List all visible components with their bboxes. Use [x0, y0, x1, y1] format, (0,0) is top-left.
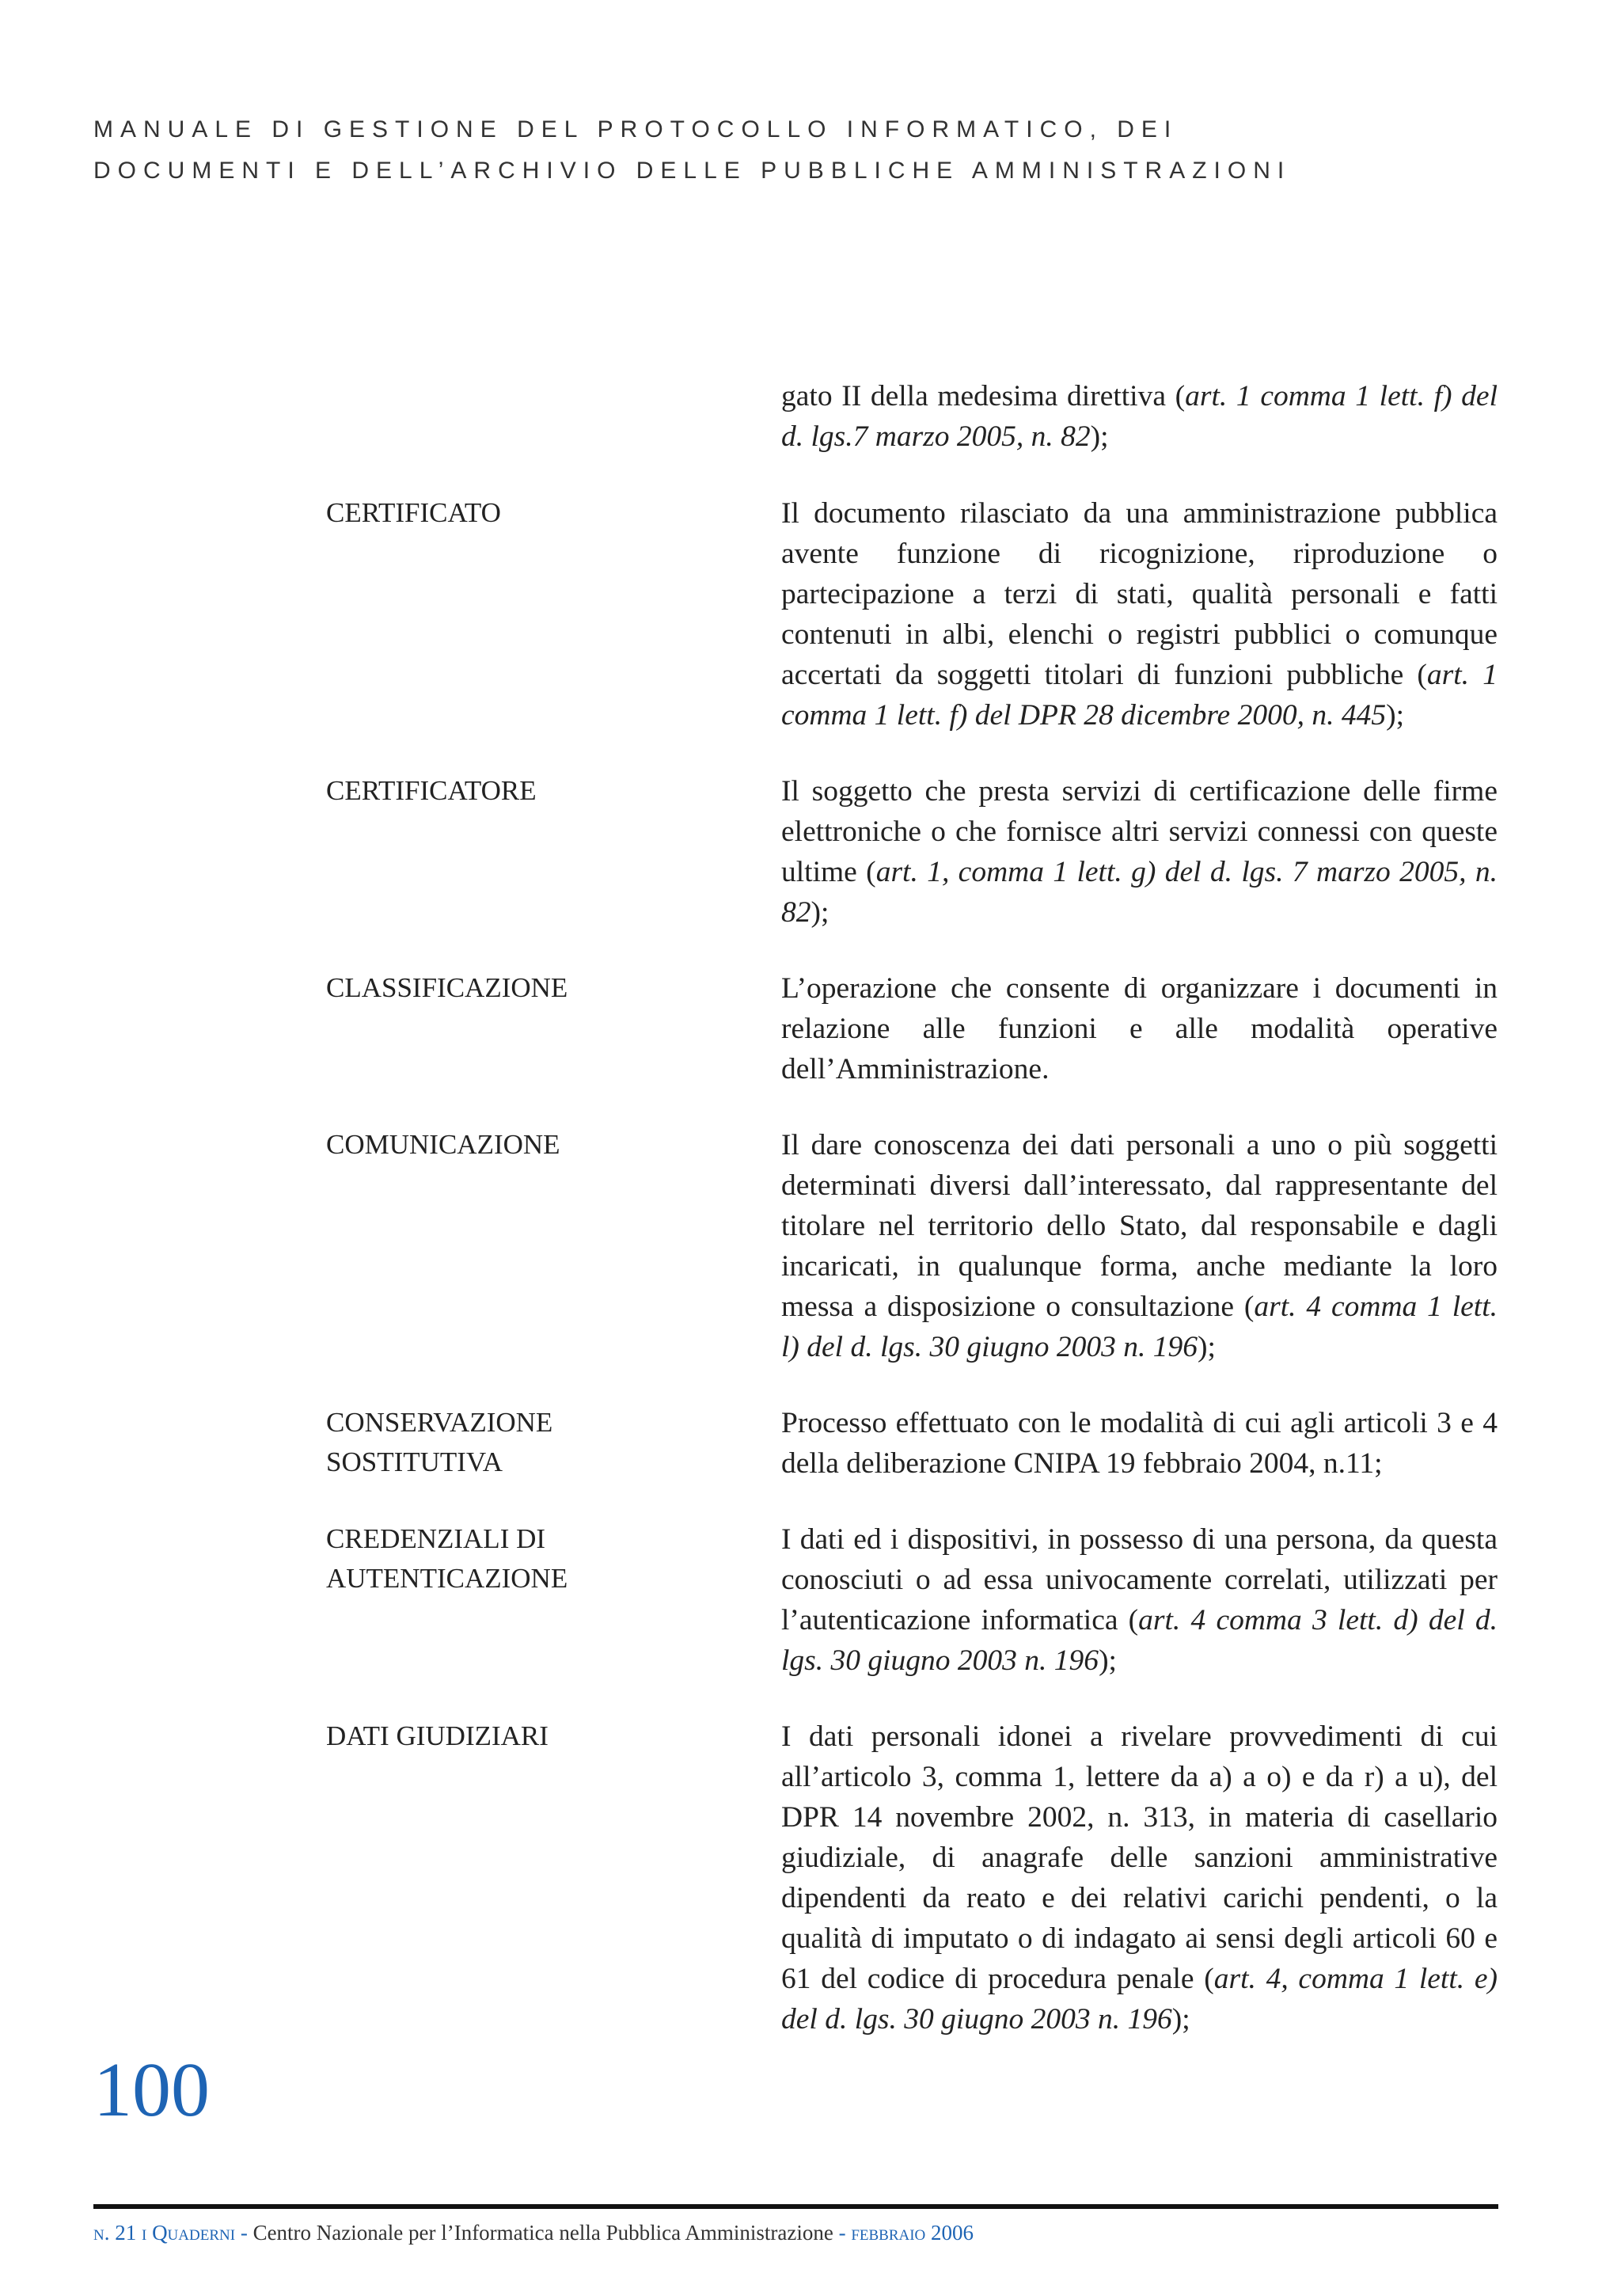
footer-separator: i — [141, 2221, 147, 2245]
glossary-entry — [326, 376, 1498, 457]
glossary-term: CONSERVAZIONE SOSTITUTIVA — [326, 1407, 553, 1477]
footer-publisher: Centro Nazionale per l’Informatica nella Pubblica Amministrazione — [252, 2221, 833, 2245]
glossary-entry — [326, 771, 1498, 933]
glossary-definition — [781, 1403, 1498, 1484]
definition-citation: art. 1 comma 1 lett. f) del DPR 28 dicembre 2000, n. 445 — [781, 659, 1498, 732]
definition-citation: art. 1 comma 1 lett. f) del d. lgs.7 marzo 2005, n. 82 — [781, 380, 1498, 453]
glossary-definition — [781, 376, 1498, 457]
footer-series: Quaderni — [152, 2221, 236, 2245]
definition-text: I dati ed i dispositivi, in possesso di una persona, da questa conosciuti o ad essa univocamente correlati, utilizzati per l’autenticazione informatica ( — [781, 1523, 1498, 1636]
glossary-term: COMUNICAZIONE — [326, 1129, 560, 1160]
running-header-line-2: DOCUMENTI E DELL’ARCHIVIO DELLE PUBBLICHE AMMINISTRAZIONI — [93, 158, 1292, 184]
glossary-definition — [781, 1716, 1498, 2039]
glossary-definition — [781, 771, 1498, 933]
definition-citation: art. 4, comma 1 lett. e) del d. lgs. 30 giugno 2003 n. 196 — [781, 1963, 1498, 2036]
footer-dash-2: - — [833, 2221, 852, 2245]
glossary-entries — [326, 376, 1498, 2075]
footer — [93, 2217, 1518, 2248]
glossary-entry — [326, 493, 1498, 736]
glossary-term: CERTIFICATO — [326, 497, 501, 528]
glossary-term: CERTIFICATORE — [326, 775, 537, 806]
running-header-line-1: MANUALE DI GESTIONE DEL PROTOCOLLO INFORMATICO, DEI — [93, 116, 1179, 143]
glossary-term: DATI GIUDIZIARI — [326, 1720, 549, 1751]
footer-dash-1: - — [235, 2221, 253, 2245]
glossary-term — [326, 376, 781, 457]
definition-text: Il dare conoscenza dei dati personali a uno o più soggetti determinati diversi dall’interessato, dal rappresentante del titolare nel territorio dello Stato, dal responsabile e dagli incaricati, in qualunque forma, anche mediante la loro messa a disposizione o consultazione ( — [781, 1129, 1498, 1323]
footer-rule — [93, 2204, 1498, 2209]
definition-text: ); — [1386, 699, 1405, 732]
definition-text: Processo effettuato con le modalità di cui agli articoli 3 e 4 della deliberazione CNIPA 19 febbraio 2004, n.11; — [781, 1407, 1498, 1480]
glossary-definition — [781, 1519, 1498, 1681]
glossary-definition — [781, 968, 1498, 1089]
definition-text: Il documento rilasciato da una amministrazione pubblica avente funzione di ricognizione, riproduzione o partecipazione a terzi di stati, qualità personali e fatti contenuti in albi, elenchi o registri pubblici o comunque accertati da soggetti titolari di funzioni pubbliche ( — [781, 497, 1498, 691]
glossary-entry — [326, 1716, 1498, 2039]
glossary-entry — [326, 968, 1498, 1089]
definition-citation: art. 1, comma 1 lett. g) del d. lgs. 7 marzo 2005, n. 82 — [781, 856, 1498, 929]
definition-text: L’operazione che consente di organizzare i documenti in relazione alle funzioni e alle modalità operative dell’Amministrazione. — [781, 972, 1498, 1085]
glossary-entry — [326, 1519, 1498, 1681]
page-number: 100 — [93, 2047, 210, 2133]
definition-text: gato II della medesima direttiva ( — [781, 380, 1186, 412]
definition-text: ); — [1090, 420, 1109, 453]
glossary-definition — [781, 493, 1498, 736]
definition-text: ); — [1171, 2003, 1190, 2036]
definition-text: ); — [1099, 1644, 1117, 1677]
glossary-term: CLASSIFICAZIONE — [326, 972, 568, 1003]
definition-text: ); — [810, 896, 829, 929]
footer-date: febbraio 2006 — [851, 2221, 974, 2245]
glossary-entry — [326, 1403, 1498, 1484]
definition-text: Il soggetto che presta servizi di certificazione delle firme elettroniche o che fornisce altri servizi connessi con queste ultime ( — [781, 775, 1498, 888]
glossary-definition — [781, 1125, 1498, 1367]
definition-text: ); — [1198, 1331, 1216, 1363]
footer-issue: n. 21 — [93, 2221, 137, 2245]
definition-text: I dati personali idonei a rivelare provvedimenti di cui all’articolo 3, comma 1, lettere da a) a o) e da r) a u), del DPR 14 novembre 2002, n. 313, in materia di casellario giudiziale, di anagrafe delle sanzioni amministrative dipendenti da reato e dei relativi carichi pendenti, o la qualità di imputato o di indagato ai sensi degli articoli 60 e 61 del codice di procedura penale ( — [781, 1720, 1498, 1995]
glossary-term: CREDENZIALI DI AUTENTICAZIONE — [326, 1523, 568, 1594]
definition-citation: art. 4 comma 3 lett. d) del d. lgs. 30 giugno 2003 n. 196 — [781, 1604, 1498, 1677]
glossary-entry — [326, 1125, 1498, 1367]
running-header — [93, 109, 1534, 192]
definition-citation: art. 4 comma 1 lett. l) del d. lgs. 30 giugno 2003 n. 196 — [781, 1291, 1498, 1363]
